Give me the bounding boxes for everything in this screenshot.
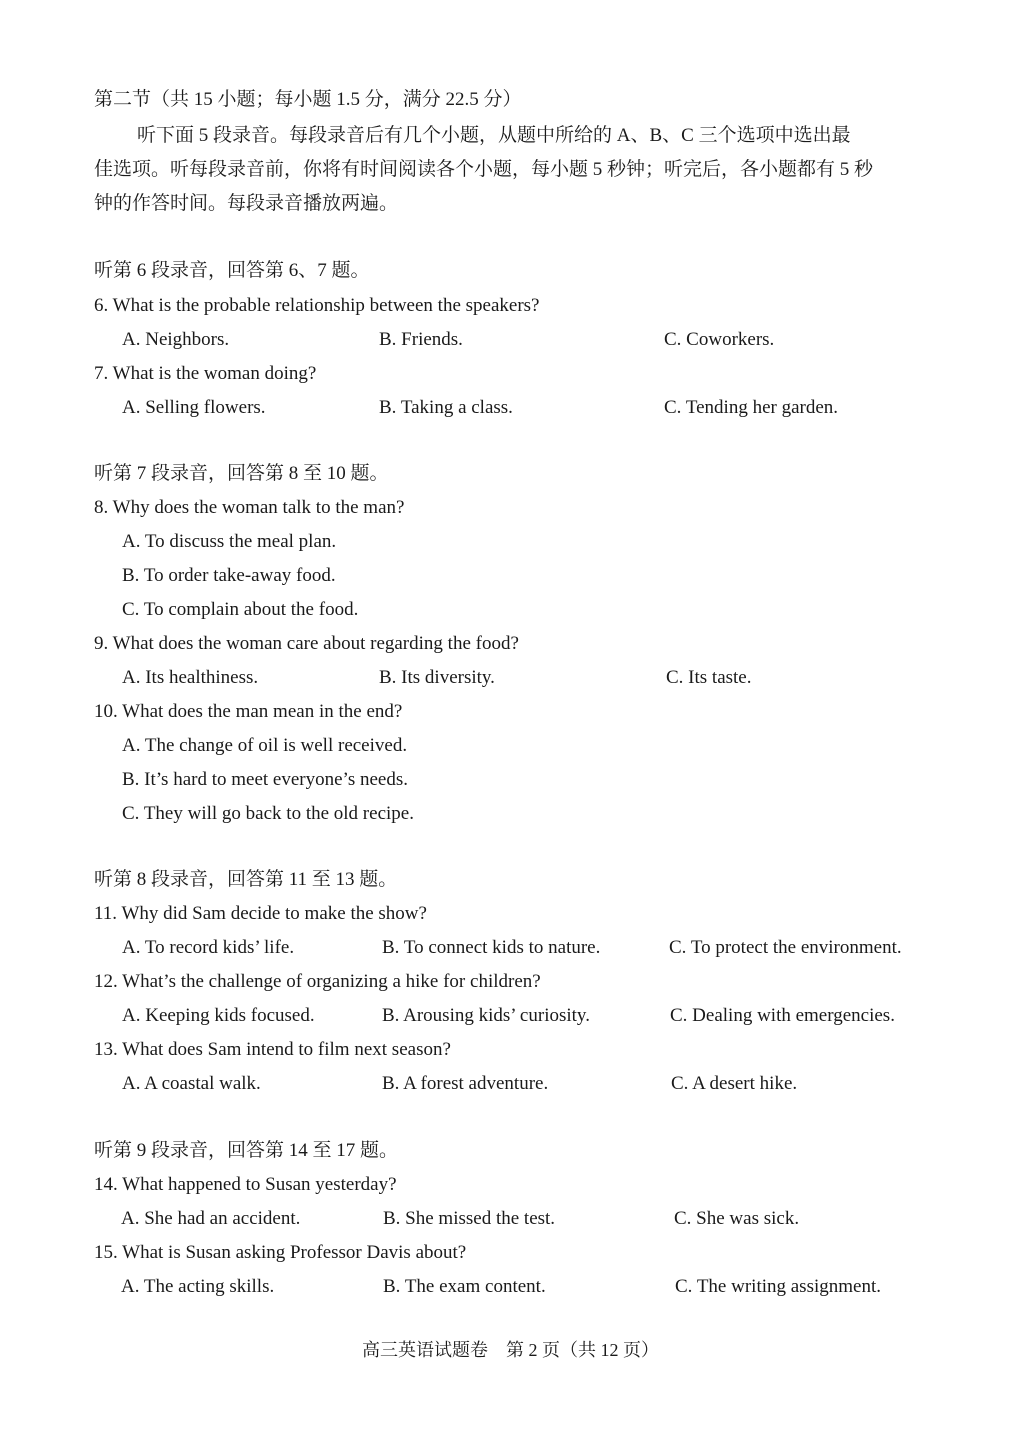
question-stem: 9. What does the woman care about regarding the food? [94,633,519,654]
option-b: B. Friends. [379,329,463,350]
option-a: A. Its healthiness. [122,667,259,688]
option-c: C. They will go back to the old recipe. [122,803,414,824]
option-c: C. To complain about the food. [122,599,359,620]
question-stem: 7. What is the woman doing? [94,363,317,384]
group-heading: 听第 7 段录音，回答第 8 至 10 题。 [94,463,389,484]
instruction-line: 钟的作答时间。每段录音播放两遍。 [94,193,399,214]
question-stem: 11. Why did Sam decide to make the show? [94,903,427,924]
option-c: C. Coworkers. [664,329,775,350]
option-a: A. She had an accident. [121,1208,301,1229]
option-a: A. The change of oil is well received. [122,735,408,756]
option-a: A. Neighbors. [122,329,230,350]
option-a: A. Selling flowers. [122,397,266,418]
group-heading: 听第 6 段录音，回答第 6、7 题。 [94,260,370,281]
option-a: A. A coastal walk. [122,1073,261,1094]
option-b: B. She missed the test. [383,1208,556,1229]
option-b: B. The exam content. [383,1276,546,1297]
option-c: C. A desert hike. [671,1073,798,1094]
question-stem: 14. What happened to Susan yesterday? [94,1174,397,1195]
option-c: C. Tending her garden. [664,397,839,418]
option-b: B. Arousing kids’ curiosity. [382,1005,590,1026]
option-b: B. It’s hard to meet everyone’s needs. [122,769,408,790]
option-b: B. Its diversity. [379,667,495,688]
option-c: C. Its taste. [666,667,752,688]
option-a: A. The acting skills. [121,1276,275,1297]
page-footer: 高三英语试题卷 第 2 页（共 12 页） [362,1340,659,1360]
question-stem: 12. What’s the challenge of organizing a hike for children? [94,971,541,992]
option-c: C. Dealing with emergencies. [670,1005,895,1026]
section-title: 第二节（共 15 小题；每小题 1.5 分，满分 22.5 分） [94,89,522,110]
question-stem: 6. What is the probable relationship between the speakers? [94,295,540,316]
instruction-line: 佳选项。听每段录音前，你将有时间阅读各个小题，每小题 5 秒钟；听完后，各小题都有 5 秒 [94,159,874,180]
option-a: A. Keeping kids focused. [122,1005,315,1026]
question-stem: 10. What does the man mean in the end? [94,701,403,722]
option-b: B. Taking a class. [379,397,513,418]
group-heading: 听第 9 段录音，回答第 14 至 17 题。 [94,1140,399,1161]
instruction-line: 听下面 5 段录音。每段录音后有几个小题，从题中所给的 A、B、C 三个选项中选出最 [137,125,851,146]
option-c: C. She was sick. [674,1208,800,1229]
option-a: A. To record kids’ life. [122,937,295,958]
option-b: B. To connect kids to nature. [382,937,601,958]
option-a: A. To discuss the meal plan. [122,531,337,552]
question-stem: 13. What does Sam intend to film next season? [94,1039,451,1060]
option-c: C. To protect the environment. [669,937,902,958]
option-b: B. To order take-away food. [122,565,336,586]
option-b: B. A forest adventure. [382,1073,549,1094]
group-heading: 听第 8 段录音，回答第 11 至 13 题。 [94,869,398,890]
question-stem: 8. Why does the woman talk to the man? [94,497,405,518]
option-c: C. The writing assignment. [675,1276,881,1297]
question-stem: 15. What is Susan asking Professor Davis about? [94,1242,467,1263]
